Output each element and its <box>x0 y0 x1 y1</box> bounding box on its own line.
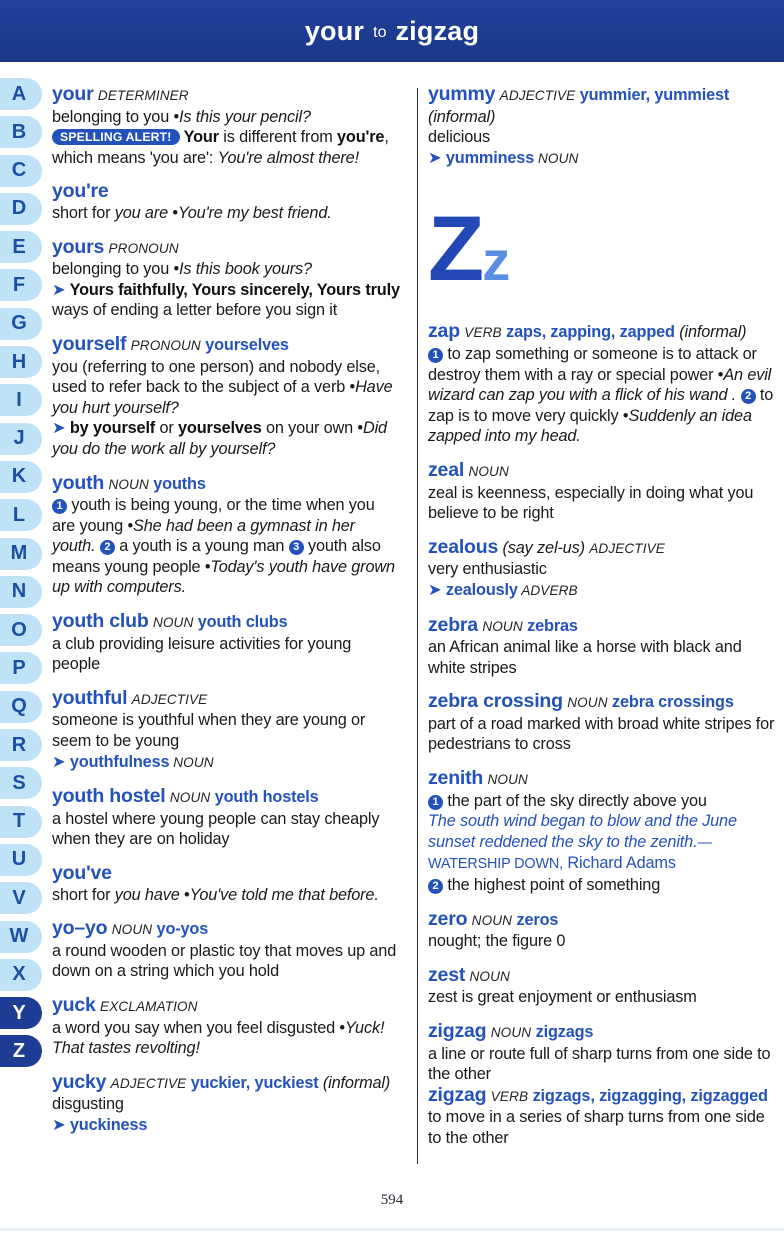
part-of-speech: NOUN <box>490 1025 532 1040</box>
alphabet-tab-label: B <box>11 120 27 143</box>
dictionary-entry-youve[interactable] <box>52 863 400 905</box>
definition-text: a line or route full of sharp turns from one side to the other <box>428 1044 771 1084</box>
alphabet-tab-label: H <box>11 350 27 373</box>
sub-entry-arrow-icon: ➤ <box>428 148 442 167</box>
definition-text: short for <box>52 203 115 222</box>
definition-text: someone is youthful when they are young or seem to be young <box>52 711 366 751</box>
entry-body <box>52 334 400 460</box>
entry-body <box>428 691 776 755</box>
example-sentence: Today's youth have grown up with computers. <box>52 557 395 597</box>
definition-text: you (referring to one person) and nobody else, used to refer back to the subject of a verb <box>52 357 380 397</box>
part-of-speech: NOUN <box>468 463 509 479</box>
headword: zebra <box>428 613 478 636</box>
headword: yo–yo <box>52 917 108 940</box>
entry-body <box>428 460 776 524</box>
headword: your <box>52 83 94 105</box>
alphabet-tab-h[interactable] <box>0 346 42 378</box>
entry-body <box>428 615 776 679</box>
headword: you've <box>52 862 112 884</box>
alphabet-tab-c[interactable] <box>0 155 42 187</box>
headword: zest <box>428 963 466 986</box>
part-of-speech: NOUN <box>534 150 579 166</box>
dictionary-entry-zero[interactable] <box>428 909 776 952</box>
alphabet-tab-z[interactable] <box>0 1035 42 1067</box>
alphabet-tab-label: J <box>13 427 25 450</box>
definition-text: disgusting <box>52 1095 124 1114</box>
example-sentence: She had been a gymnast in her youth. <box>52 516 355 556</box>
example-sentence: Yuck! That tastes revolting! <box>52 1018 385 1058</box>
example-sentence: Is this your pencil? <box>179 107 311 126</box>
alphabet-tab-label: X <box>12 963 26 986</box>
bullet-separator: • <box>717 365 724 384</box>
entry-body <box>52 473 400 599</box>
alphabet-tab-label: P <box>12 656 26 679</box>
dictionary-entry-your[interactable] <box>52 84 400 168</box>
alphabet-tab-label: I <box>16 388 22 411</box>
example-sentence: you have <box>114 885 180 904</box>
dictionary-entry-yo-yo[interactable] <box>52 918 400 982</box>
example-sentence: Suddenly an idea zapped into my head. <box>428 406 752 446</box>
entry-body <box>52 786 400 850</box>
headword: zeal <box>428 458 465 481</box>
quotation-source: —WATERSHIP DOWN, <box>428 834 712 873</box>
entry-body <box>428 1085 776 1149</box>
inflected-forms: yuckier, yuckiest <box>190 1073 319 1092</box>
alphabet-tab-label: Y <box>12 1001 26 1024</box>
entry-body <box>428 537 776 602</box>
definition-text: nought; the figure 0 <box>428 932 566 951</box>
headword: zap <box>428 320 460 343</box>
alphabet-tab-label: Q <box>11 695 27 718</box>
page-number: 594 <box>380 1192 404 1208</box>
dictionary-entry-yucky[interactable] <box>52 1072 400 1136</box>
dictionary-entry-youthful[interactable] <box>52 688 400 773</box>
part-of-speech: EXCLAMATION <box>100 998 198 1014</box>
dictionary-entry-yuck[interactable] <box>52 995 400 1059</box>
dictionary-entry-youth-hostel[interactable] <box>52 786 400 850</box>
part-of-speech: ADJECTIVE <box>110 1075 187 1091</box>
inflected-forms: zigzags, zigzagging, zigzagged <box>532 1086 768 1105</box>
dictionary-entry-zealous[interactable] <box>428 537 776 602</box>
alphabet-tab-y[interactable] <box>0 997 42 1029</box>
alphabet-tab-w[interactable] <box>0 921 42 953</box>
sub-entry-arrow-icon: ➤ <box>52 419 66 438</box>
inflected-forms: zebras <box>527 616 578 635</box>
dictionary-entry-zebra-crossing[interactable] <box>428 691 776 755</box>
entry-body <box>52 181 400 223</box>
letter-heading-lowercase: z <box>482 229 510 293</box>
dictionary-entry-zest[interactable] <box>428 965 776 1008</box>
example-sentence: you are <box>114 203 169 222</box>
definition-text: youth also means young people <box>52 537 381 576</box>
definition-text: to zap something or someone is to attack or destroy them with a ray or special power <box>428 344 757 384</box>
headword: youth <box>52 471 105 494</box>
part-of-speech: VERB <box>490 1088 529 1104</box>
alphabet-tab-b[interactable] <box>0 116 42 148</box>
definition-text: youth is being young, or the time when you are young <box>52 496 375 535</box>
dictionary-entry-zigzag-verb[interactable] <box>428 1085 776 1149</box>
part-of-speech: NOUN <box>169 754 214 770</box>
part-of-speech: ADJECTIVE <box>589 540 665 556</box>
bullet-separator: • <box>127 516 134 535</box>
part-of-speech: PRONOUN <box>108 240 179 256</box>
bold-phrase: yourselves <box>178 419 262 438</box>
inflected-forms: yummier, yummiest <box>579 86 730 104</box>
sense-number-3: 3 <box>289 540 304 555</box>
part-of-speech: ADJECTIVE <box>499 88 576 103</box>
definition-text: , which means 'you are': <box>52 128 389 167</box>
part-of-speech: VERB <box>464 325 502 341</box>
sub-entry-arrow-icon: ➤ <box>428 580 442 599</box>
derived-word: yumminess <box>441 148 535 167</box>
inflected-forms: youth hostels <box>214 788 319 807</box>
part-of-speech: NOUN <box>469 968 510 984</box>
alphabet-tab-e[interactable] <box>0 231 42 263</box>
headword: yucky <box>52 1070 107 1093</box>
entry-body <box>52 611 400 675</box>
sense-number-1: 1 <box>52 499 67 514</box>
sub-entry-arrow-icon: ➤ <box>52 280 66 299</box>
entry-body <box>52 1072 400 1136</box>
definition-text: part of a road marked with broad white stripes for pedestrians to cross <box>428 714 775 754</box>
part-of-speech: NOUN <box>482 618 523 634</box>
bullet-separator: • <box>339 1018 345 1037</box>
inflected-forms: zebra crossings <box>612 693 734 712</box>
definition-text: delicious <box>428 128 491 147</box>
dictionary-entry-youth-club[interactable] <box>52 611 400 675</box>
example-sentence: An evil wizard can zap you with a flick of his wand . <box>428 365 772 405</box>
alphabet-tab-label: F <box>12 273 26 296</box>
bold-phrase: Your <box>179 128 219 147</box>
part-of-speech: NOUN <box>471 912 513 928</box>
headword: youth hostel <box>52 785 166 808</box>
definition-text: the part of the sky directly above you <box>443 791 707 810</box>
usage-register: (informal) <box>428 107 496 126</box>
alphabet-tab-v[interactable] <box>0 882 42 914</box>
sense-number-1: 1 <box>428 795 443 810</box>
definition-text: a youth is a young man <box>114 537 289 556</box>
alphabet-tab-label: A <box>11 82 27 105</box>
running-head-connector: to <box>373 24 387 41</box>
headword: zebra crossing <box>428 690 563 713</box>
example-sentence: You're almost there! <box>217 148 359 167</box>
alphabet-tab-o[interactable] <box>0 614 42 646</box>
alphabet-tab-label: S <box>12 771 26 794</box>
inflected-forms: yo-yos <box>156 920 209 939</box>
derived-word: yuckiness <box>65 1115 148 1134</box>
part-of-speech: NOUN <box>567 695 608 711</box>
definition-text: to zap is to move very quickly <box>428 386 774 425</box>
alphabet-tab-label: N <box>11 580 27 603</box>
alphabet-tab-label: K <box>11 465 27 488</box>
sub-entry-arrow-icon: ➤ <box>52 1115 66 1134</box>
entry-body <box>52 237 400 321</box>
dictionary-entry-yourself[interactable] <box>52 334 400 460</box>
headword: youthful <box>52 686 128 709</box>
headword: yourself <box>52 332 127 355</box>
dictionary-entry-yummy[interactable] <box>428 84 776 169</box>
example-sentence: Have you hurt yourself? <box>52 378 393 417</box>
definition-text: on your own <box>261 419 358 438</box>
derived-word: zealously <box>441 580 518 599</box>
dictionary-entry-zeal[interactable] <box>428 460 776 524</box>
headword: zenith <box>428 767 484 790</box>
alphabet-tab-m[interactable] <box>0 538 42 570</box>
running-head <box>0 0 784 62</box>
alphabet-tab-k[interactable] <box>0 461 42 493</box>
running-head-last-word: zigzag <box>395 15 480 46</box>
entry-body <box>428 768 776 896</box>
inflected-forms: youth clubs <box>197 613 288 632</box>
alphabet-tab-t[interactable] <box>0 806 42 838</box>
definition-text: ways of ending a letter before you sign it <box>52 301 338 320</box>
bullet-separator: • <box>204 557 211 576</box>
alphabet-tab-a[interactable] <box>0 78 42 110</box>
alphabet-tab-label: R <box>11 733 27 756</box>
headword: zigzag <box>428 1020 487 1042</box>
alphabet-tab-label: C <box>11 159 27 182</box>
headword: zealous <box>428 535 499 558</box>
inflected-forms: zeros <box>516 910 559 929</box>
entry-body <box>428 321 776 447</box>
alphabet-tab-r[interactable] <box>0 729 42 761</box>
dictionary-entry-zenith[interactable] <box>428 768 776 896</box>
example-sentence: Did you do the work all by yourself? <box>52 419 387 458</box>
alphabet-tab-label: M <box>10 542 28 565</box>
part-of-speech: DETERMINER <box>97 88 189 103</box>
alphabet-tab-g[interactable] <box>0 308 42 340</box>
definition-text: to move in a series of sharp turns from one side to the other <box>428 1108 765 1147</box>
bullet-separator: • <box>173 260 180 279</box>
bold-phrase: you're <box>337 128 385 147</box>
definition-text <box>736 386 740 404</box>
sub-entry-arrow-icon: ➤ <box>52 752 66 771</box>
definition-text: an African animal like a horse with black and white stripes <box>428 638 742 677</box>
entry-body <box>52 995 400 1059</box>
spelling-alert-badge: SPELLING ALERT! <box>52 129 180 145</box>
definition-text: belonging to you <box>52 107 174 126</box>
alphabet-tab-label: V <box>12 886 26 909</box>
alphabet-tab-label: W <box>9 925 29 948</box>
headword: yours <box>52 235 105 258</box>
alphabet-tab-x[interactable] <box>0 959 42 991</box>
bullet-separator: • <box>173 107 180 126</box>
inflected-forms: yourselves <box>205 335 289 354</box>
pronunciation: (say zel-us) <box>502 538 585 557</box>
entry-body <box>52 84 400 168</box>
definition-text: is different from <box>218 128 338 147</box>
alphabet-tab-p[interactable] <box>0 652 42 684</box>
dictionary-entry-zebra[interactable] <box>428 615 776 679</box>
headword: you're <box>52 180 109 203</box>
alphabet-tab-label: T <box>12 810 26 833</box>
definition-text: belonging to you <box>52 260 174 279</box>
quotation-author: Richard Adams <box>563 854 676 873</box>
alphabet-tab-label: G <box>11 312 27 335</box>
usage-register: (informal) <box>679 323 747 342</box>
definition-text: a round wooden or plastic toy that moves up and down on a string which you hold <box>52 941 397 981</box>
literary-quotation: The south wind began to blow and the June sunset reddened the sky to the zenith. <box>428 812 737 851</box>
part-of-speech: NOUN <box>108 476 149 492</box>
alphabet-tab-label: D <box>11 197 27 220</box>
example-sentence: You're my best friend. <box>177 203 332 222</box>
alphabet-tab-n[interactable] <box>0 576 42 608</box>
bullet-separator: • <box>622 406 629 425</box>
dictionary-entry-yours[interactable] <box>52 237 400 321</box>
dictionary-entry-zap[interactable] <box>428 321 776 447</box>
part-of-speech: PRONOUN <box>130 337 201 353</box>
bold-phrase: Yours faithfully, Yours sincerely, Yours truly <box>65 280 400 299</box>
entry-body <box>428 1021 776 1085</box>
entry-body <box>52 918 400 982</box>
alphabet-tab-label: L <box>12 503 26 526</box>
definition-text: a hostel where young people can stay cheaply when they are on holiday <box>52 809 380 849</box>
alphabet-tab-label: Z <box>12 1039 26 1062</box>
sense-number-2: 2 <box>741 389 756 404</box>
inflected-forms: youths <box>153 474 206 493</box>
letter-heading-uppercase: Z <box>428 198 483 301</box>
part-of-speech: NOUN <box>487 772 528 788</box>
headword: youth club <box>52 610 149 633</box>
left-column <box>52 84 400 1174</box>
alphabet-tab-label: E <box>12 235 26 258</box>
alphabet-index <box>0 78 46 1198</box>
bold-phrase: by yourself <box>65 419 156 438</box>
bullet-separator: • <box>349 378 356 397</box>
definition-text: the highest point of something <box>443 876 661 895</box>
usage-register: (informal) <box>322 1073 391 1092</box>
alphabet-tab-f[interactable] <box>0 269 42 301</box>
alphabet-tab-d[interactable] <box>0 193 42 225</box>
alphabet-tab-u[interactable] <box>0 844 42 876</box>
entry-body <box>428 84 776 169</box>
letter-section-heading <box>428 198 776 301</box>
right-column <box>428 84 776 1174</box>
sense-number-2: 2 <box>428 879 443 894</box>
derived-word: youthfulness <box>65 752 170 771</box>
part-of-speech: NOUN <box>111 922 153 938</box>
dictionary-entry-youth[interactable] <box>52 473 400 599</box>
inflected-forms: zigzags <box>535 1023 594 1041</box>
entry-body <box>428 965 776 1008</box>
page-columns <box>52 84 776 1174</box>
alphabet-tab-j[interactable] <box>0 423 42 455</box>
part-of-speech: NOUN <box>169 790 211 806</box>
definition-text: or <box>155 419 179 438</box>
entry-body <box>52 863 400 905</box>
alphabet-tab-label: O <box>11 618 27 641</box>
sense-number-1: 1 <box>428 348 443 363</box>
alphabet-tab-l[interactable] <box>0 499 42 531</box>
bullet-separator: • <box>357 419 363 438</box>
bullet-separator: • <box>172 203 178 222</box>
headword: yummy <box>428 83 496 105</box>
alphabet-tab-label: U <box>11 848 27 871</box>
definition-text: very enthusiastic <box>428 560 547 579</box>
footer-rule <box>0 1228 784 1231</box>
headword: zigzag <box>428 1083 487 1106</box>
definition-text: a club providing leisure activities for young people <box>52 634 352 674</box>
definition-text: a word you say when you feel disgusted <box>52 1018 340 1037</box>
definition-text: zeal is keenness, especially in doing what you believe to be right <box>428 483 754 523</box>
sense-number-2: 2 <box>100 540 115 555</box>
definition-text: short for <box>52 885 115 904</box>
inflected-forms: zaps, zapping, zapped <box>506 323 675 342</box>
dictionary-entry-youre[interactable] <box>52 181 400 223</box>
alphabet-tab-i[interactable] <box>0 384 42 416</box>
entry-body <box>428 909 776 952</box>
headword: zero <box>428 907 468 930</box>
example-sentence: Is this book yours? <box>179 260 312 279</box>
alphabet-tab-q[interactable] <box>0 691 42 723</box>
definition-text: zest is great enjoyment or enthusiasm <box>428 988 697 1007</box>
part-of-speech: NOUN <box>152 615 194 631</box>
entry-body <box>52 688 400 773</box>
alphabet-tab-s[interactable] <box>0 767 42 799</box>
part-of-speech: ADJECTIVE <box>131 691 208 707</box>
example-sentence: You've told me that before. <box>189 885 379 904</box>
running-head-first-word: your <box>304 15 365 46</box>
dictionary-entry-zigzag-noun[interactable] <box>428 1021 776 1085</box>
bullet-separator: • <box>184 885 190 904</box>
headword: yuck <box>52 993 96 1016</box>
part-of-speech: ADVERB <box>517 582 578 598</box>
